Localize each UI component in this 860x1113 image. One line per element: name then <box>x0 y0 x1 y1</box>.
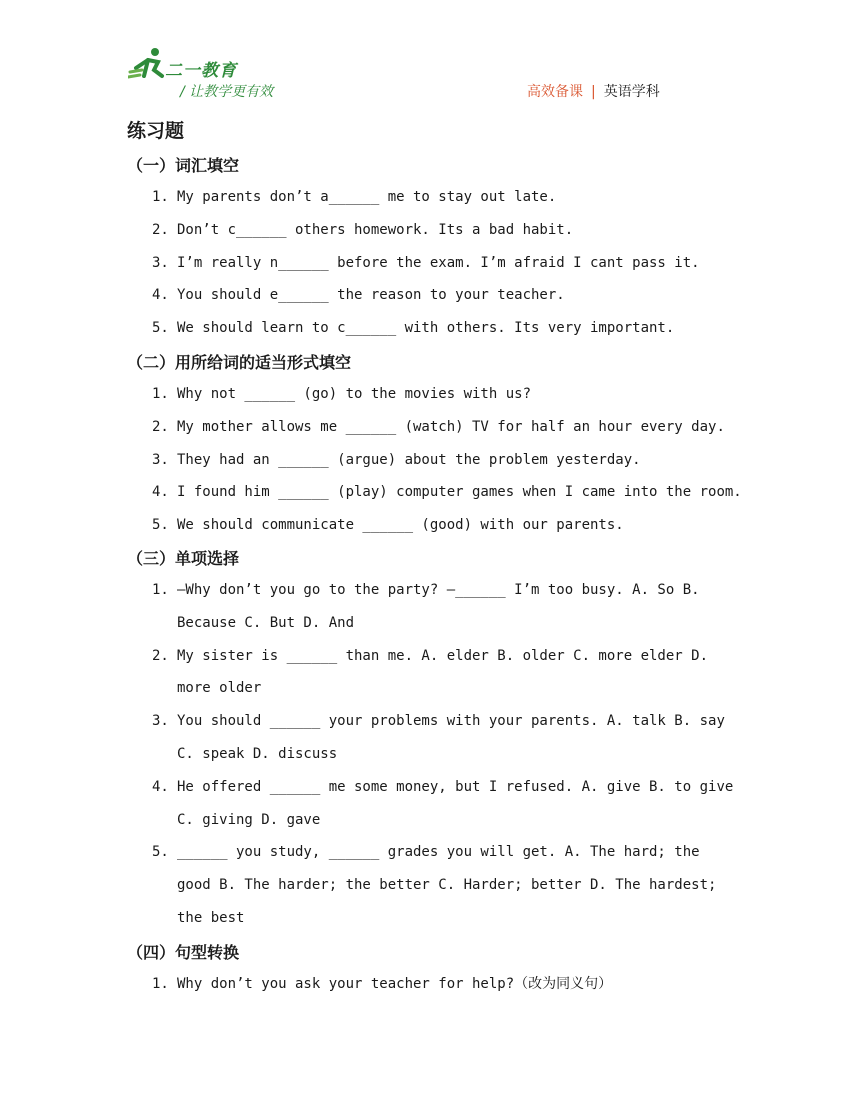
header-label: 高效备课 <box>527 84 583 100</box>
question-text: I’m really n______ before the exam. I’m afraid I cant pass it. <box>177 254 700 271</box>
question-text: You should ______ your problems with your parents. A. talk B. say <box>177 713 725 730</box>
question-number: 2. <box>152 418 169 435</box>
question-number: 5. <box>152 844 169 861</box>
question-number: 4. <box>152 778 169 795</box>
question-number: 3. <box>152 713 169 730</box>
question-number: 2. <box>152 221 169 238</box>
question-text: You should e______ the reason to your teacher. <box>177 287 565 304</box>
question-number: 1. <box>152 189 169 205</box>
question-number: 3. <box>152 254 169 271</box>
section-heading: （四）句型转换 <box>127 943 240 962</box>
question-number: 5. <box>152 517 169 534</box>
question-number: 4. <box>152 484 169 501</box>
question-number: 5. <box>152 320 169 337</box>
question-number: 1. <box>152 386 169 402</box>
question-text: ______ you study, ______ grades you will get. A. The hard; the <box>177 844 700 861</box>
logo-text: 二一教育 <box>165 61 237 81</box>
question-number: 4. <box>152 287 169 304</box>
question-number: 1. <box>152 976 169 992</box>
question-text: Why not ______ (go) to the movies with us? <box>177 386 532 402</box>
question-text: Don’t c______ others homework. Its a bad habit. <box>177 221 574 238</box>
section-heading: （二）用所给词的适当形式填空 <box>127 353 352 372</box>
subject-label: 英语学科 <box>603 84 660 100</box>
question-text: Because C. But D. And <box>177 614 355 631</box>
question-text: My mother allows me ______ (watch) TV for half an hour every day. <box>177 418 725 435</box>
question-text: My sister is ______ than me. A. elder B. older C. more elder D. <box>177 647 709 664</box>
section-heading: （一）词汇填空 <box>127 156 240 175</box>
question-text: I found him ______ (play) computer games when I came into the room. <box>177 484 742 501</box>
page-title: 练习题 <box>127 120 185 142</box>
question-text: more older <box>177 680 262 697</box>
question-text: They had an ______ (argue) about the problem yesterday. <box>177 451 641 468</box>
question-number: 1. <box>152 582 169 598</box>
question-text: C. giving D. gave <box>177 811 321 828</box>
section-heading: （三）单项选择 <box>127 549 240 568</box>
question-text: the best <box>177 910 245 926</box>
page-header <box>0 0 860 110</box>
question-text: C. speak D. discuss <box>177 746 338 762</box>
question-number: 3. <box>152 451 169 468</box>
header-separator: | <box>591 84 596 100</box>
question-number: 2. <box>152 647 169 664</box>
question-text: He offered ______ me some money, but I refused. A. give B. to give <box>177 778 734 795</box>
question-text: My parents don’t a______ me to stay out late. <box>177 189 557 205</box>
question-text: We should communicate ______ (good) with our parents. <box>177 517 624 534</box>
tagline: / 让教学更有效 <box>180 84 274 100</box>
header-subject <box>527 81 660 101</box>
question-text: We should learn to c______ with others. Its very important. <box>177 320 675 337</box>
question-text: —Why don’t you go to the party? —______ I’m too busy. A. So B. <box>177 582 700 598</box>
question-text: good B. The harder; the better C. Harder; better D. The hardest; <box>177 877 717 894</box>
question-text: Why don’t you ask your teacher for help?（改为同义句） <box>177 976 613 992</box>
